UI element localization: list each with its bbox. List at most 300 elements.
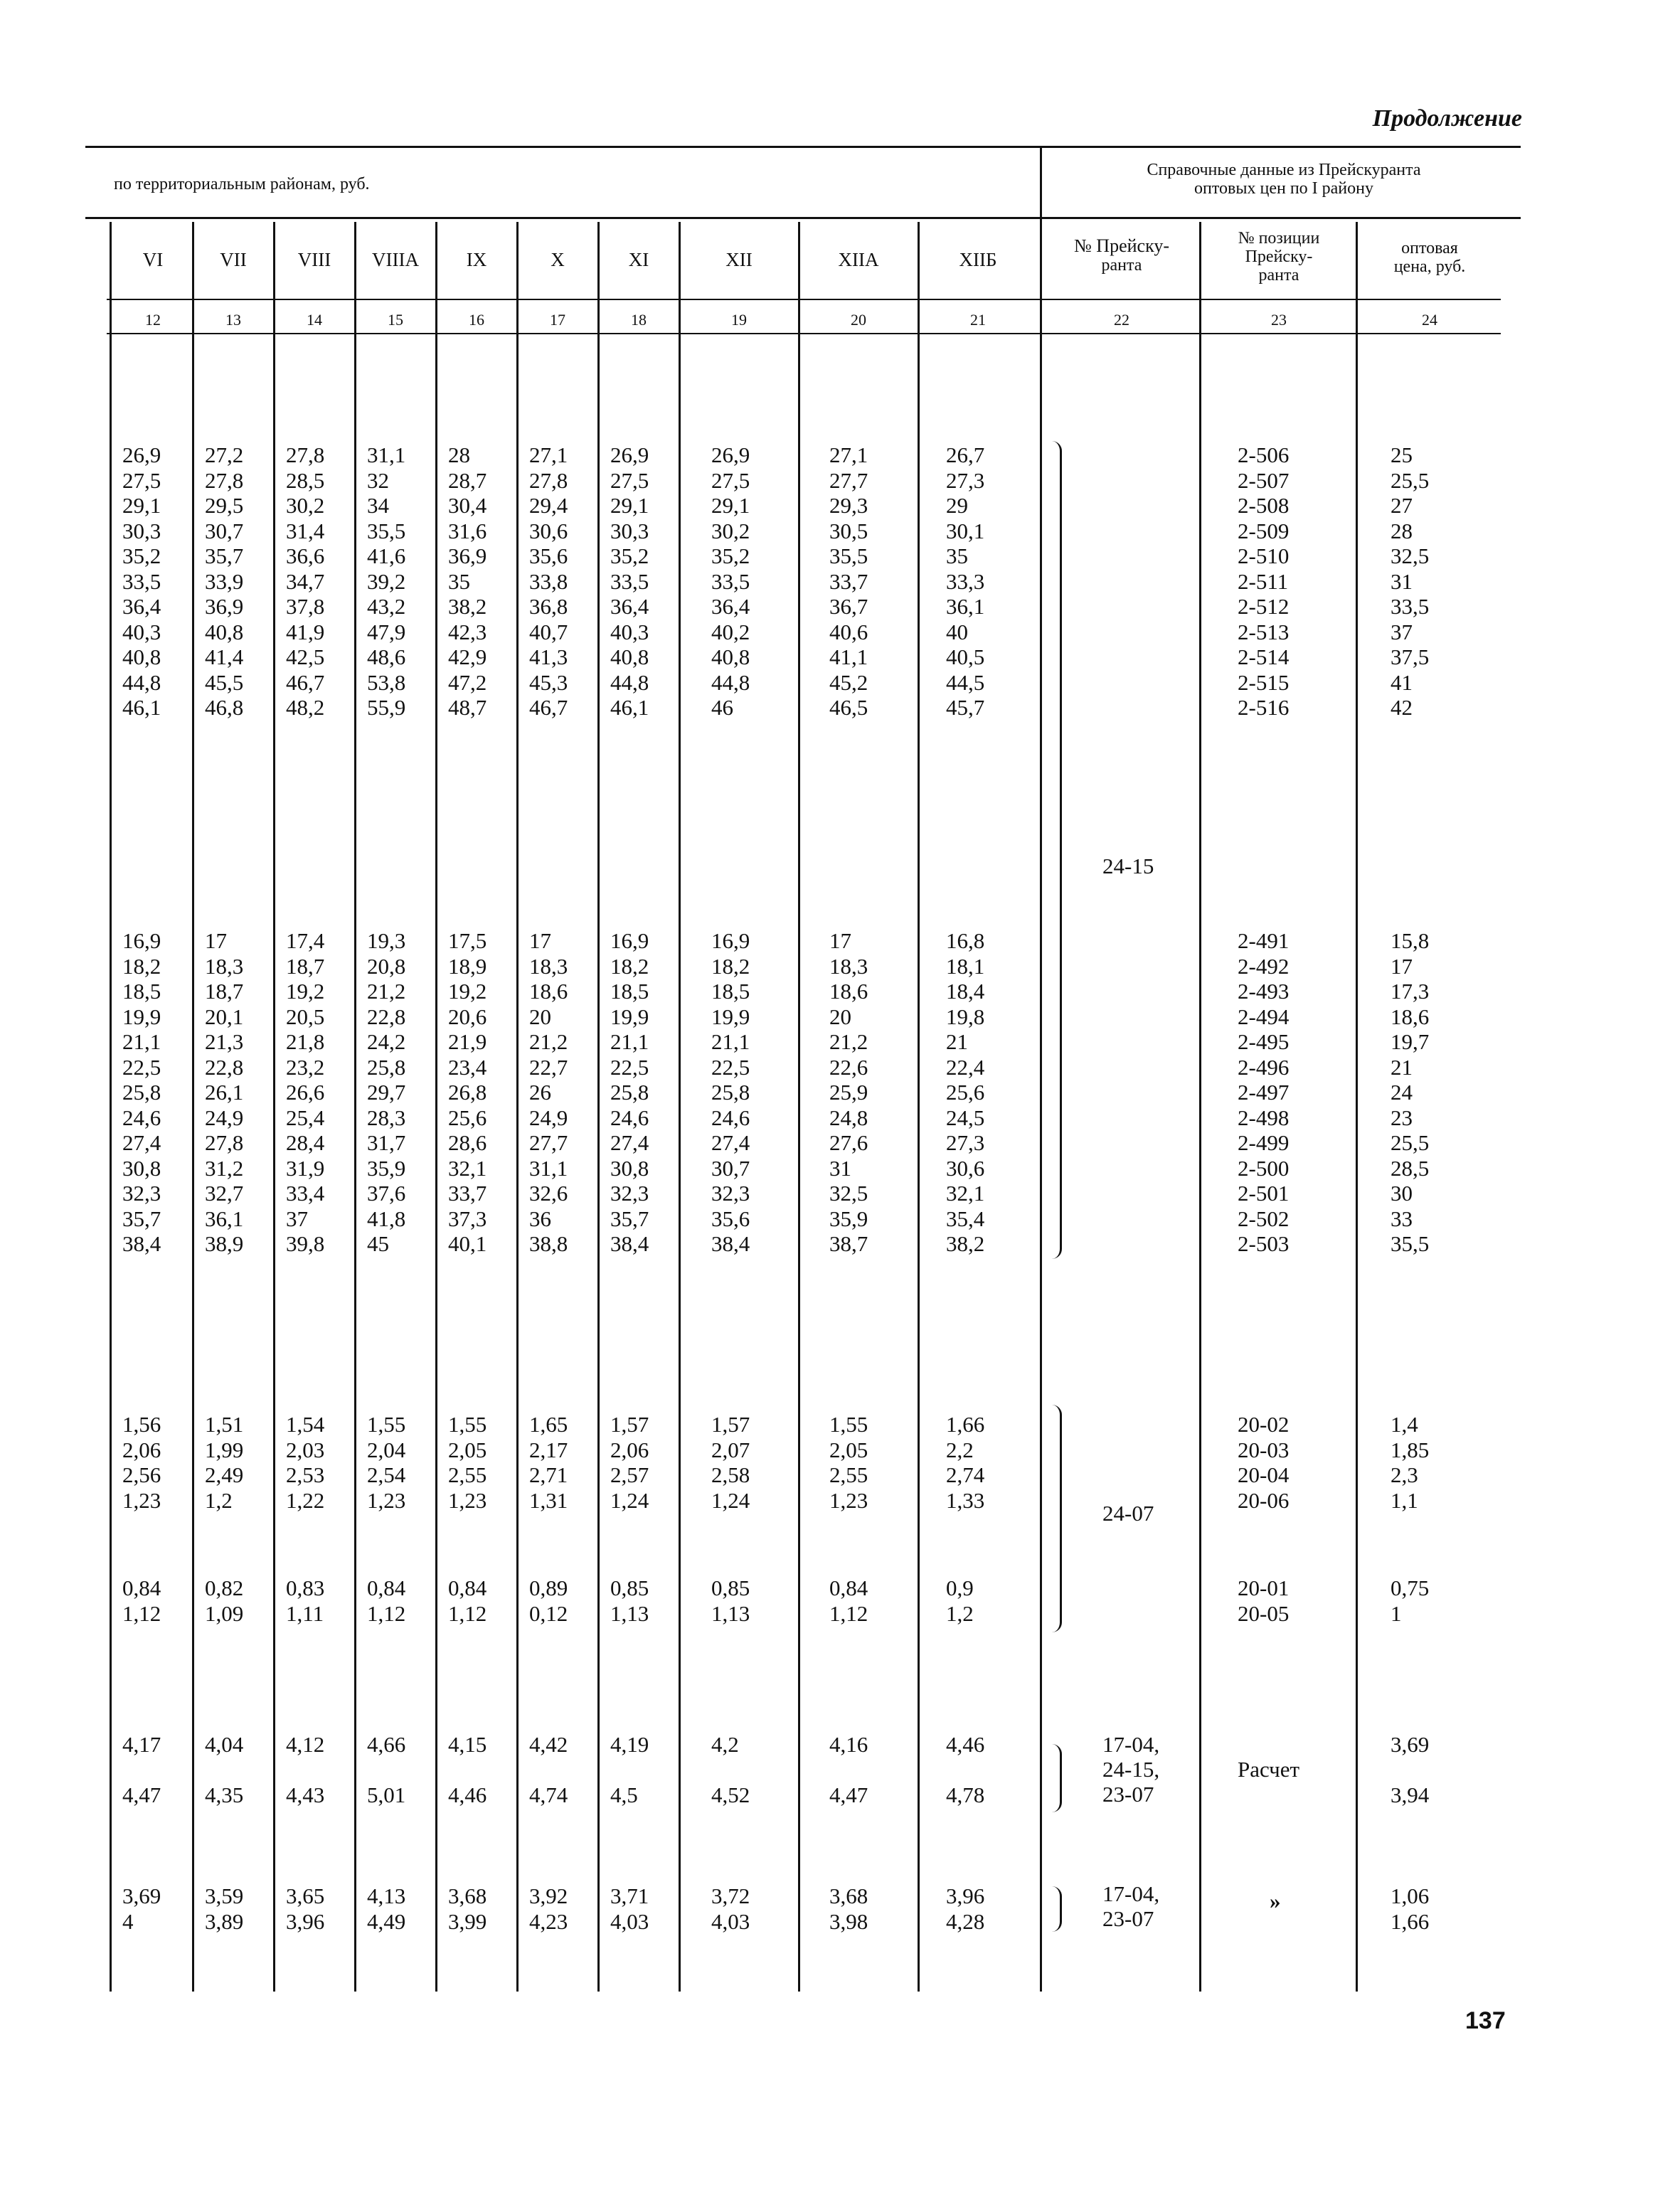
table-cell: 33,9	[205, 568, 244, 594]
table-cell: 2-495	[1238, 1029, 1290, 1054]
table-cell: 42,9	[448, 644, 487, 669]
table-cell: 44,8	[122, 669, 161, 695]
left-header-title: по территориальным районам, руб.	[114, 175, 370, 193]
table-cell: 3,94	[1391, 1782, 1430, 1807]
table-cell: 22,5	[122, 1054, 161, 1080]
col-header-ix: IX	[466, 249, 487, 270]
table-cell: 2-509	[1238, 518, 1290, 543]
col-rule	[354, 222, 356, 1992]
table-cell: 25,8	[122, 1080, 161, 1105]
table-cell: 40,7	[529, 619, 568, 644]
table-cell: 2-494	[1238, 1004, 1290, 1029]
table-cell: 25	[1391, 442, 1413, 467]
table-cell: 22,8	[367, 1004, 406, 1029]
table-cell: 4,74	[529, 1782, 568, 1807]
table-cell: 23,2	[286, 1054, 325, 1080]
table-cell: 27,3	[946, 1130, 985, 1155]
colnum-rule	[107, 333, 1501, 334]
table-cell: 24,9	[205, 1105, 244, 1130]
right-header-title-1: Справочные данные из Прейскуранта	[1147, 161, 1421, 179]
table-cell: 33,5	[1391, 594, 1430, 619]
table-cell: 30,1	[946, 518, 985, 543]
col-num: 23	[1271, 311, 1287, 329]
table-cell: 2,71	[529, 1462, 568, 1487]
table-cell: 38,4	[610, 1231, 649, 1256]
table-cell: 46,1	[122, 695, 161, 720]
table-cell: 23,4	[448, 1054, 487, 1080]
table-cell: 22,5	[711, 1054, 750, 1080]
table-cell: 4,46	[448, 1782, 487, 1807]
table-cell: 4,17	[122, 1732, 161, 1757]
table-cell: 29,1	[122, 493, 161, 518]
pricelist-ref-3-line1: 17-04,	[1102, 1732, 1160, 1757]
table-cell: 0,84	[829, 1575, 868, 1600]
table-cell: 40,1	[448, 1231, 487, 1256]
table-cell: 53,8	[367, 669, 406, 695]
table-cell: 4,28	[946, 1908, 985, 1934]
col-rule	[435, 222, 437, 1992]
table-cell: 40,6	[829, 619, 868, 644]
table-cell: 30,8	[610, 1155, 649, 1181]
table-cell: 18,5	[711, 979, 750, 1004]
table-cell: 2-514	[1238, 644, 1290, 669]
table-cell: 16,9	[122, 928, 161, 953]
table-cell: 4,03	[610, 1908, 649, 1934]
table-cell: 33,4	[286, 1181, 325, 1206]
table-cell: 40,8	[711, 644, 750, 669]
col-num: 16	[469, 311, 484, 329]
table-cell: 37,8	[286, 594, 325, 619]
table-cell: 38,9	[205, 1231, 244, 1256]
table-cell: 31	[829, 1155, 851, 1181]
table-cell: 2,58	[711, 1462, 750, 1487]
table-cell: 23	[1391, 1105, 1413, 1130]
col-rule	[679, 222, 681, 1992]
table-cell: 29,5	[205, 493, 244, 518]
table-cell: 4,23	[529, 1908, 568, 1934]
table-cell: 2-512	[1238, 594, 1290, 619]
table-cell: 18,7	[205, 979, 244, 1004]
table-cell: 0,82	[205, 1575, 244, 1600]
table-cell: 25,9	[829, 1080, 868, 1105]
table-cell: 21	[946, 1029, 968, 1054]
table-cell: 20-03	[1238, 1437, 1290, 1462]
table-cell: 39,2	[367, 568, 406, 594]
table-cell: 17	[529, 928, 551, 953]
col-header-vi: VI	[142, 249, 164, 270]
table-cell: 41	[1391, 669, 1413, 695]
table-cell: 4,13	[367, 1883, 406, 1908]
table-cell: 4,15	[448, 1732, 487, 1757]
col-header-x: X	[551, 249, 565, 270]
table-cell: 1,09	[205, 1600, 244, 1626]
table-cell: 29,1	[711, 493, 750, 518]
table-cell: 46	[711, 695, 733, 720]
pricelist-ref-4-line1: 17-04,	[1102, 1881, 1160, 1906]
table-cell: 4	[122, 1908, 134, 1934]
table-cell: 1,4	[1391, 1412, 1418, 1437]
col-num: 14	[307, 311, 322, 329]
table-cell: 41,6	[367, 543, 406, 568]
table-cell: 40,2	[711, 619, 750, 644]
table-cell: 36,4	[610, 594, 649, 619]
table-cell: 48,7	[448, 695, 487, 720]
table-cell: 19,3	[367, 928, 406, 953]
table-cell: 2-506	[1238, 442, 1290, 467]
table-cell: 24,6	[122, 1105, 161, 1130]
table-cell: 4,42	[529, 1732, 568, 1757]
table-cell: 21,8	[286, 1029, 325, 1054]
right-header-title-2: оптовых цен по I району	[1194, 179, 1373, 198]
table-cell: 19,9	[711, 1004, 750, 1029]
table-cell: 36,8	[529, 594, 568, 619]
col-rule	[1040, 146, 1042, 1992]
table-cell: 35	[448, 568, 470, 594]
table-cell: 27,8	[205, 1130, 244, 1155]
table-cell: 40,8	[610, 644, 649, 669]
table-cell: 27,8	[529, 467, 568, 493]
table-cell: 36,9	[448, 543, 487, 568]
table-cell: 2,05	[448, 1437, 487, 1462]
table-cell: 18,3	[829, 953, 868, 979]
table-cell: 4,16	[829, 1732, 868, 1757]
table-cell: 1,12	[367, 1600, 406, 1626]
table-cell: 45	[367, 1231, 389, 1256]
table-cell: 4,12	[286, 1732, 325, 1757]
table-cell: 0,12	[529, 1600, 568, 1626]
col-header-vii: VII	[220, 249, 247, 270]
table-cell: 32,1	[448, 1155, 487, 1181]
table-cell: 44,8	[610, 669, 649, 695]
table-cell: 25,6	[946, 1080, 985, 1105]
table-cell: 42	[1391, 695, 1413, 720]
table-cell: 30,5	[829, 518, 868, 543]
table-cell: 26,1	[205, 1080, 244, 1105]
table-cell: 4,2	[711, 1732, 739, 1757]
table-cell: 35,5	[1391, 1231, 1430, 1256]
table-cell: 31,4	[286, 518, 325, 543]
col-num: 19	[731, 311, 747, 329]
table-cell: 22,8	[205, 1054, 244, 1080]
table-cell: 3,68	[448, 1883, 487, 1908]
header-rule	[85, 217, 1042, 219]
table-cell: 20,1	[205, 1004, 244, 1029]
table-cell: 35,6	[529, 543, 568, 568]
table-cell: 27,4	[610, 1130, 649, 1155]
table-cell: 28,4	[286, 1130, 325, 1155]
table-cell: 44,5	[946, 669, 985, 695]
brace-group-1	[1050, 441, 1062, 1259]
table-cell: 46,8	[205, 695, 244, 720]
table-cell: 17	[205, 928, 227, 953]
table-cell: 2-516	[1238, 695, 1290, 720]
table-cell: 1,12	[829, 1600, 868, 1626]
table-cell: 20,5	[286, 1004, 325, 1029]
table-cell: 29,4	[529, 493, 568, 518]
table-cell: 34,7	[286, 568, 325, 594]
table-cell: 18,2	[610, 953, 649, 979]
table-cell: 1,33	[946, 1487, 985, 1513]
table-cell: 2-515	[1238, 669, 1290, 695]
col-header-viii: VIII	[297, 249, 331, 270]
table-cell: 18,3	[205, 953, 244, 979]
table-cell: 37,6	[367, 1181, 406, 1206]
table-cell: 32,6	[529, 1181, 568, 1206]
table-cell: 27,7	[829, 467, 868, 493]
table-cell: 19,2	[286, 979, 325, 1004]
table-cell: 15,8	[1391, 928, 1430, 953]
table-cell: 17,5	[448, 928, 487, 953]
table-cell: 33,7	[448, 1181, 487, 1206]
table-cell: 33,3	[946, 568, 985, 594]
table-cell: 1,1	[1391, 1487, 1418, 1513]
table-cell: 24,8	[829, 1105, 868, 1130]
col-header-price-1: оптовая	[1401, 239, 1458, 257]
table-cell: 1,65	[529, 1412, 568, 1437]
table-cell: 17	[1391, 953, 1413, 979]
col-rule	[110, 222, 112, 1992]
table-cell: 30	[1391, 1181, 1413, 1206]
table-cell: 32,5	[1391, 543, 1430, 568]
table-cell: 2-508	[1238, 493, 1290, 518]
table-cell: 32,7	[205, 1181, 244, 1206]
table-cell: 19,2	[448, 979, 487, 1004]
table-cell: 26,8	[448, 1080, 487, 1105]
table-cell: 32	[367, 467, 389, 493]
table-cell: 36,4	[122, 594, 161, 619]
table-cell: 27,5	[122, 467, 161, 493]
table-cell: 29,7	[367, 1080, 406, 1105]
table-cell: 18,6	[829, 979, 868, 1004]
table-cell: 3,65	[286, 1883, 325, 1908]
table-cell: 22,4	[946, 1054, 985, 1080]
table-cell: 18,4	[946, 979, 985, 1004]
table-cell: 30,6	[946, 1155, 985, 1181]
table-cell: 1,23	[448, 1487, 487, 1513]
table-cell: 30,2	[711, 518, 750, 543]
table-cell: 26,9	[610, 442, 649, 467]
table-cell: 26,7	[946, 442, 985, 467]
table-cell: 37	[1391, 619, 1413, 644]
table-cell: 35,7	[610, 1206, 649, 1231]
table-cell: 1,57	[711, 1412, 750, 1437]
table-cell: 26,9	[122, 442, 161, 467]
table-cell: 18,6	[529, 979, 568, 1004]
table-cell: 33,5	[610, 568, 649, 594]
col-num: 17	[550, 311, 565, 329]
table-cell: 20-05	[1238, 1600, 1290, 1626]
table-cell: 31,9	[286, 1155, 325, 1181]
col-rule	[1356, 222, 1358, 1992]
table-cell: 2-501	[1238, 1181, 1290, 1206]
table-cell: 18,9	[448, 953, 487, 979]
table-cell: 40,8	[122, 644, 161, 669]
table-cell: 0,9	[946, 1575, 974, 1600]
table-cell: 32,3	[711, 1181, 750, 1206]
table-cell: 4,35	[205, 1782, 244, 1807]
table-cell: 40,3	[122, 619, 161, 644]
col-header-position-3: ранта	[1258, 266, 1299, 285]
table-cell: 2-507	[1238, 467, 1290, 493]
table-cell: 3,98	[829, 1908, 868, 1934]
col-rule	[516, 222, 519, 1992]
table-cell: 41,4	[205, 644, 244, 669]
table-cell: 0,84	[448, 1575, 487, 1600]
pricelist-ref-3-line2: 24-15,	[1102, 1757, 1160, 1782]
table-cell: 20-02	[1238, 1412, 1290, 1437]
table-cell: 2-499	[1238, 1130, 1290, 1155]
table-cell: 21,1	[610, 1029, 649, 1054]
table-cell: 2,2	[946, 1437, 974, 1462]
table-cell: 25,8	[367, 1054, 406, 1080]
table-cell: 28	[1391, 518, 1413, 543]
table-cell: 2-491	[1238, 928, 1290, 953]
col-num: 15	[388, 311, 403, 329]
table-cell: 28	[448, 442, 470, 467]
table-cell: 2-510	[1238, 543, 1290, 568]
table-cell: 4,5	[610, 1782, 638, 1807]
col-num: 22	[1114, 311, 1129, 329]
table-cell: 38,8	[529, 1231, 568, 1256]
table-cell: 21	[1391, 1054, 1413, 1080]
table-cell: 3,71	[610, 1883, 649, 1908]
table-cell: 27,8	[286, 442, 325, 467]
table-cell: 24,9	[529, 1105, 568, 1130]
table-cell: 5,01	[367, 1782, 406, 1807]
table-cell: 45,5	[205, 669, 244, 695]
table-cell: 35,2	[711, 543, 750, 568]
table-cell: 33,8	[529, 568, 568, 594]
table-cell: 17,3	[1391, 979, 1430, 1004]
table-cell: 18,1	[946, 953, 985, 979]
table-cell: 33,5	[711, 568, 750, 594]
table-cell: 2,56	[122, 1462, 161, 1487]
table-cell: 33,5	[122, 568, 161, 594]
table-cell: 16,9	[610, 928, 649, 953]
table-cell: 31,1	[529, 1155, 568, 1181]
table-cell: 4,19	[610, 1732, 649, 1757]
table-cell: 18,5	[610, 979, 649, 1004]
table-cell: 1,54	[286, 1412, 325, 1437]
table-cell: 42,5	[286, 644, 325, 669]
table-cell: 4,78	[946, 1782, 985, 1807]
table-cell: 48,6	[367, 644, 406, 669]
table-cell: 40	[946, 619, 968, 644]
col-rule	[1199, 222, 1201, 1992]
table-cell: 0,89	[529, 1575, 568, 1600]
table-cell: 35,2	[610, 543, 649, 568]
table-cell: 2,05	[829, 1437, 868, 1462]
table-cell: 24,6	[711, 1105, 750, 1130]
table-cell: 0,75	[1391, 1575, 1430, 1600]
top-rule	[85, 146, 1521, 148]
table-cell: 1,99	[205, 1437, 244, 1462]
table-cell: 1,23	[367, 1487, 406, 1513]
table-cell: 18,2	[122, 953, 161, 979]
table-cell: 27,1	[829, 442, 868, 467]
table-cell: 27,5	[610, 467, 649, 493]
table-cell: 3,69	[122, 1883, 161, 1908]
col-header-pricelist-1: № Прейску-	[1074, 235, 1169, 256]
table-cell: 39,8	[286, 1231, 325, 1256]
table-cell: 1,56	[122, 1412, 161, 1437]
col-num: 20	[851, 311, 866, 329]
table-cell: 31,1	[367, 442, 406, 467]
table-cell: 48,2	[286, 695, 325, 720]
table-cell: 3,96	[286, 1908, 325, 1934]
table-cell: 38,2	[946, 1231, 985, 1256]
col-header-position-1: № позиции	[1238, 229, 1320, 248]
table-cell: 46,7	[529, 695, 568, 720]
table-cell: 35,6	[711, 1206, 750, 1231]
table-cell: 25,8	[610, 1080, 649, 1105]
table-cell: 3,72	[711, 1883, 750, 1908]
table-cell: 46,5	[829, 695, 868, 720]
colhdr-rule	[107, 299, 1501, 300]
table-cell: 47,2	[448, 669, 487, 695]
table-cell: 28,7	[448, 467, 487, 493]
table-cell: 0,84	[122, 1575, 161, 1600]
table-cell: 30,7	[711, 1155, 750, 1181]
table-cell: 2-511	[1238, 568, 1289, 594]
table-cell: 35,9	[829, 1206, 868, 1231]
table-cell: 4,04	[205, 1732, 244, 1757]
table-cell: 2,74	[946, 1462, 985, 1487]
table-cell: 19,9	[610, 1004, 649, 1029]
table-cell: 18,5	[122, 979, 161, 1004]
table-cell: 22,6	[829, 1054, 868, 1080]
table-cell: 2,53	[286, 1462, 325, 1487]
table-cell: 45,2	[829, 669, 868, 695]
table-cell: 37	[286, 1206, 308, 1231]
table-cell: 33,7	[829, 568, 868, 594]
col-header-xii: XII	[725, 249, 753, 270]
table-cell: 3,59	[205, 1883, 244, 1908]
col-num: 12	[145, 311, 161, 329]
table-cell: 33	[1391, 1206, 1413, 1231]
table-cell: 35,7	[122, 1206, 161, 1231]
table-cell: 21,9	[448, 1029, 487, 1054]
table-cell: 24,6	[610, 1105, 649, 1130]
table-cell: 3,96	[946, 1883, 985, 1908]
table-cell: 1,2	[946, 1600, 974, 1626]
table-cell: 20-04	[1238, 1462, 1290, 1487]
table-cell: 21,1	[122, 1029, 161, 1054]
table-cell: 0,85	[610, 1575, 649, 1600]
table-cell: 3,68	[829, 1883, 868, 1908]
table-cell: 27,8	[205, 467, 244, 493]
table-cell: 1,23	[829, 1487, 868, 1513]
table-cell: 38,7	[829, 1231, 868, 1256]
table-cell: 4,49	[367, 1908, 406, 1934]
col-rule	[918, 222, 920, 1992]
table-cell: 36,7	[829, 594, 868, 619]
table-cell: 28,6	[448, 1130, 487, 1155]
table-cell: 25,6	[448, 1105, 487, 1130]
table-cell: 38,2	[448, 594, 487, 619]
table-cell: 4,46	[946, 1732, 985, 1757]
table-cell: 18,2	[711, 953, 750, 979]
table-cell: 22,5	[610, 1054, 649, 1080]
table-cell: 1,55	[448, 1412, 487, 1437]
table-cell: 19,9	[122, 1004, 161, 1029]
table-cell: 1,13	[610, 1600, 649, 1626]
col-header-position-2: Прейску-	[1245, 248, 1313, 266]
table-cell: 4,47	[829, 1782, 868, 1807]
table-cell: 36,1	[946, 594, 985, 619]
table-cell: 27,5	[711, 467, 750, 493]
table-cell: 3,92	[529, 1883, 568, 1908]
